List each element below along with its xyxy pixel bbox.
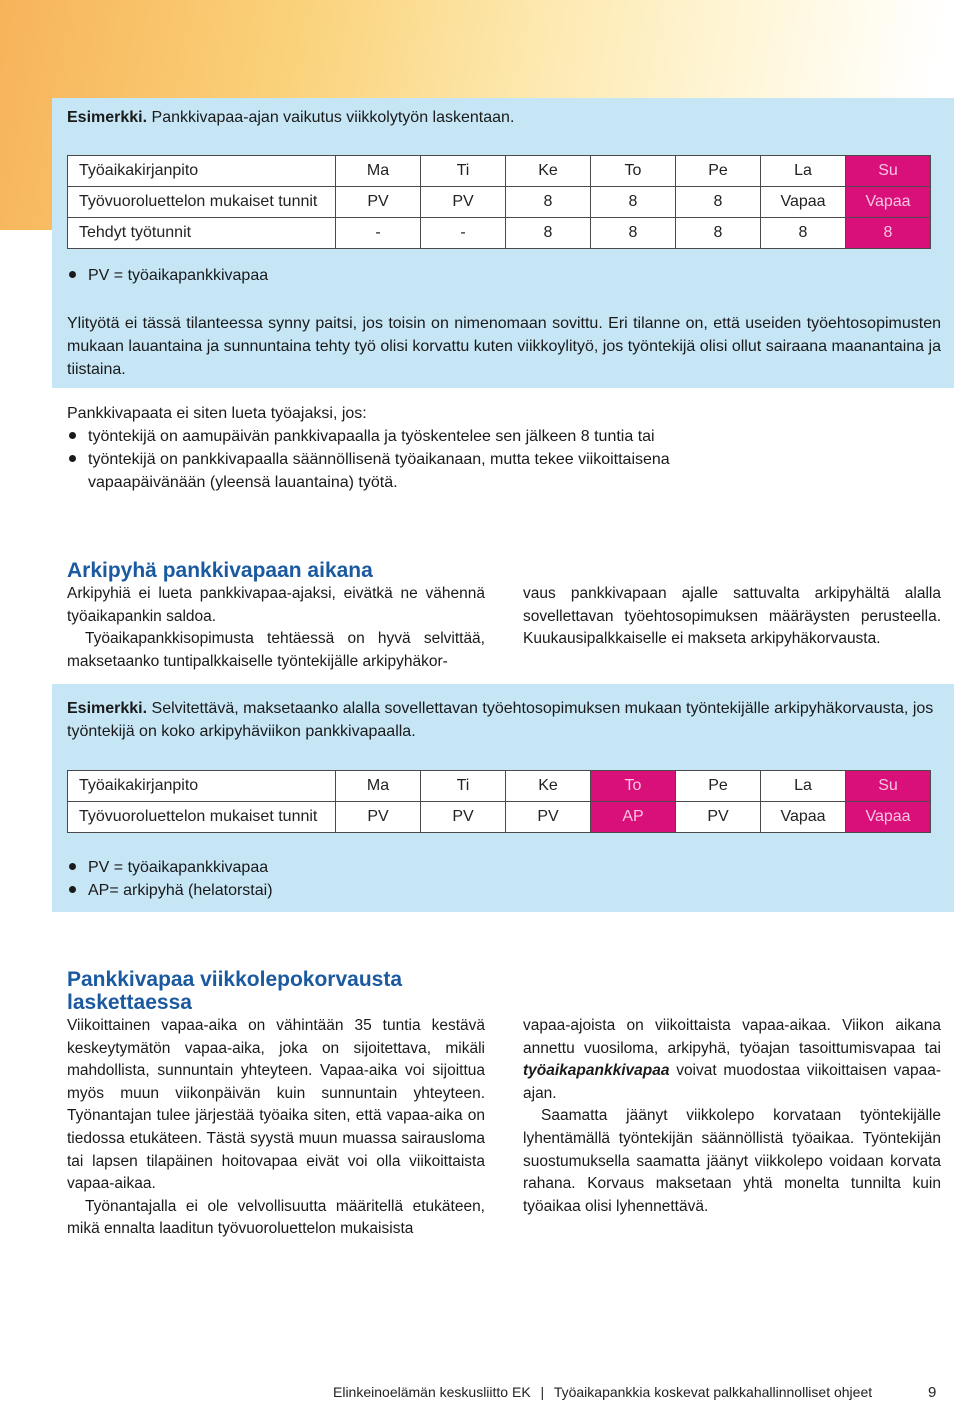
- footer-separator: |: [540, 1384, 545, 1400]
- table-cell: To: [591, 156, 676, 187]
- table-cell: PV: [506, 802, 591, 833]
- table-cell: PV: [676, 802, 761, 833]
- footer-org: Elinkeinoelämän keskusliitto EK: [333, 1384, 531, 1400]
- table-cell-highlight: Su: [846, 771, 931, 802]
- table-cell: Työvuoroluettelon mukaiset tunnit: [68, 187, 336, 218]
- table-cell-highlight: To: [591, 771, 676, 802]
- example1-paragraph: Ylityötä ei tässä tilanteessa synny paitsi, jos toisin on nimenomaan sovittu. Eri tilanne on, että useiden työehtosopimusten mukaan lauantaina ja sunnuntaina tehty työ olisi korvattu kuten viikkoylityö, jos työntekijä olisi ollut sairaana maanantaina ja tiistaina.: [67, 315, 941, 378]
- condition-list: [67, 425, 707, 494]
- table-row: [68, 771, 931, 802]
- table-cell: Työaikakirjanpito: [68, 156, 336, 187]
- section-heading-viikkolepo: [67, 968, 402, 1014]
- table-cell: 8: [761, 218, 846, 249]
- table-cell: 8: [506, 218, 591, 249]
- table-cell: Pe: [676, 771, 761, 802]
- schedule-table-2: [67, 770, 931, 833]
- paragraph: [523, 1015, 941, 1105]
- table-cell: Ma: [336, 771, 421, 802]
- text-run: voivat muodostaa viikoittaisen vapaa-ajan.: [523, 1062, 941, 1102]
- table-cell: Työaikakirjanpito: [68, 771, 336, 802]
- list-item: AP= arkipyhä (helatorstai): [67, 879, 273, 902]
- table-cell: Ke: [506, 771, 591, 802]
- table-cell: Vapaa: [761, 187, 846, 218]
- table-cell: 8: [591, 218, 676, 249]
- example1-heading: [67, 106, 514, 129]
- table-cell: PV: [421, 802, 506, 833]
- legend-list-1: [67, 264, 268, 287]
- table-row: [68, 187, 931, 218]
- table-row: [68, 802, 931, 833]
- table-cell-highlight: 8: [846, 218, 931, 249]
- heading-line: Pankkivapaa viikkolepokorvausta: [67, 968, 403, 991]
- table-cell: 8: [591, 187, 676, 218]
- paragraph: Viikoittainen vapaa-aika on vähintään 35 tuntia kestävä keskeytymätön vapaa-aika, joka on sijoitettava, mikäli mahdollista, sunnuntain yhteyteen. Vapaa-aika voi sijoittua myös muun viikonpäivän kuin sunnuntain yhteyteen. Työnantajan tulee järjestää työaika siten, että vapaa-aika on tiedossa etukäteen. Tästä syystä muun muassa sairausloma tai lapsen tilapäinen hoitovapaa eivät voi olla viikoittaista vapaa-aikaa.: [67, 1017, 485, 1193]
- footer-doc-title: Työaikapankkia koskevat palkkahallinnolliset ohjeet: [553, 1384, 873, 1400]
- list-item: PV = työaikapankkivapaa: [67, 856, 273, 879]
- table-cell-highlight: Su: [846, 156, 931, 187]
- emphasis-term: työaikapankkivapaa: [523, 1062, 670, 1080]
- list-item: työntekijä on pankkivapaalla säännöllisenä työaikanaan, mutta tekee viikoittaisena vapaapäivänään (yleensä lauantaina) työtä.: [67, 448, 707, 494]
- table-cell: 8: [676, 187, 761, 218]
- schedule-table-1: [67, 155, 931, 249]
- paragraph: Saamatta jäänyt viikkolepo korvataan työntekijälle lyhentämällä työntekijän säännöllistä työaikaa. Työntekijän suostumuksella saamatta jäänyt viikkolepo voidaan korvata rahana. Korvaus maksetaan yhtä monelta tunnilta kuin työaikaa olisi lyhennettävä.: [523, 1107, 941, 1215]
- table-cell: Pe: [676, 156, 761, 187]
- table-cell: Ti: [421, 156, 506, 187]
- table-cell-highlight: Vapaa: [846, 802, 931, 833]
- example2-lead: Esimerkki.: [67, 700, 148, 717]
- example1-lead: Esimerkki.: [67, 109, 148, 126]
- example1-condition-intro: Pankkivapaata ei siten lueta työajaksi, jos:: [67, 405, 367, 422]
- table-cell: -: [421, 218, 506, 249]
- footer-text: [333, 1384, 872, 1400]
- table-cell: Vapaa: [761, 802, 846, 833]
- section1-left-column: [67, 583, 485, 673]
- section1-right-column: [523, 583, 941, 651]
- table-cell-highlight: AP: [591, 802, 676, 833]
- text-run: vapaa-ajoista on viikoittaista vapaa-aikaa. Viikon aikana annettu vuosiloma, arkipyhä, työajan tasoittumisvapaa tai: [523, 1017, 941, 1057]
- list-item: PV = työaikapankkivapaa: [67, 264, 268, 287]
- heading-line: laskettaessa: [67, 991, 192, 1014]
- table-cell: La: [761, 771, 846, 802]
- table-row: [68, 156, 931, 187]
- table-cell: Työvuoroluettelon mukaiset tunnit: [68, 802, 336, 833]
- table-cell: Tehdyt työtunnit: [68, 218, 336, 249]
- paragraph: Arkipyhiä ei lueta pankkivapaa-ajaksi, eivätkä ne vähennä työaikapankin saldoa.: [67, 585, 485, 625]
- table-cell: Ti: [421, 771, 506, 802]
- table-row: [68, 218, 931, 249]
- table-cell: Ke: [506, 156, 591, 187]
- paragraph: Työnantajalla ei ole velvollisuutta määritellä etukäteen, mikä ennalta laaditun työvuoroluettelon mukaisista: [67, 1197, 485, 1238]
- section-heading-arkipyha: Arkipyhä pankkivapaan aikana: [67, 559, 373, 582]
- example2-text: [67, 697, 941, 743]
- table-cell: Ma: [336, 156, 421, 187]
- table-cell: PV: [336, 802, 421, 833]
- table-cell: PV: [421, 187, 506, 218]
- legend-list-2: [67, 856, 273, 902]
- page-number: 9: [928, 1384, 937, 1401]
- section2-right-column: [523, 1015, 941, 1218]
- example2-body: Selvitettävä, maksetaanko alalla sovellettavan työehtosopimuksen mukaan työntekijälle arkipyhäkorvausta, jos työntekijä on koko arkipyhäviikon pankkivapaalla.: [67, 700, 934, 740]
- table-cell: La: [761, 156, 846, 187]
- section2-left-column: [67, 1015, 485, 1241]
- example1-title: Pankkivapaa-ajan vaikutus viikkolytyön laskentaan.: [151, 109, 515, 126]
- table-cell: PV: [336, 187, 421, 218]
- list-item: työntekijä on aamupäivän pankkivapaalla ja työskentelee sen jälkeen 8 tuntia tai: [67, 425, 707, 448]
- table-cell: -: [336, 218, 421, 249]
- table-cell-highlight: Vapaa: [846, 187, 931, 218]
- table-cell: 8: [506, 187, 591, 218]
- table-cell: 8: [676, 218, 761, 249]
- paragraph: vaus pankkivapaan ajalle sattuvalta arkipyhältä alalla sovellettavan työehtosopimuksen määräysten perusteella. Kuukausipalkkaiselle ei makseta arkipyhäkorvausta.: [523, 585, 941, 648]
- paragraph: Työaikapankkisopimusta tehtäessä on hyvä selvittää, maksetaanko tuntipalkkaiselle työntekijälle arkipyhäkor-: [67, 630, 485, 670]
